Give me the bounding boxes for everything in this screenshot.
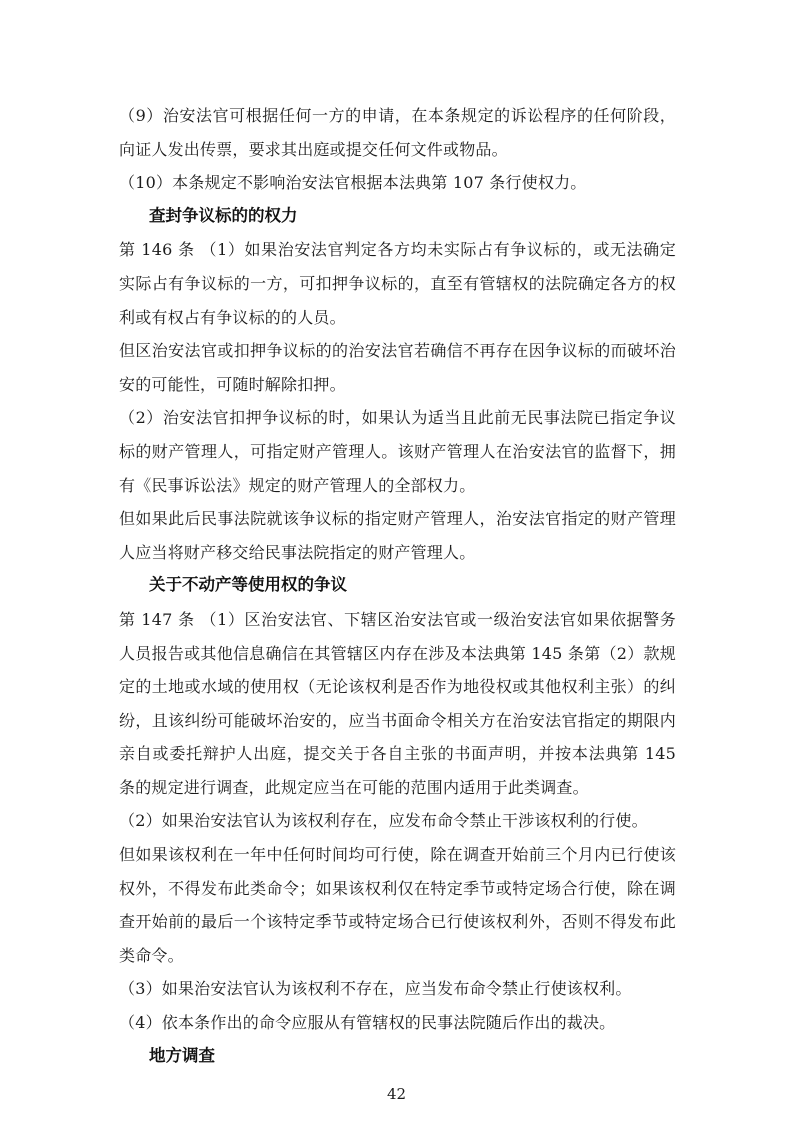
paragraph: （9）治安法官可根据任何一方的申请，在本条规定的诉讼程序的任何阶段，向证人发出传票，要求其出庭或提交任何文件或物品。 — [119, 106, 676, 159]
paragraph: 但如果此后民事法院就该争议标的指定财产管理人，治安法官指定的财产管理人应当将财产移交给民事法院指定的财产管理人。 — [119, 509, 676, 562]
section-heading: 查封争议标的的权力 — [149, 206, 298, 225]
paragraph: （3）如果治安法官认为该权利不存在，应当发布命令禁止行使该权利。 — [119, 979, 632, 999]
paragraph: （2）如果治安法官认为该权利存在，应发布命令禁止干涉该权利的行使。 — [119, 811, 648, 831]
paragraph: 但如果该权利在一年中任何时间均可行使，除在调查开始前三个月内已行使该权外，不得发布此类命令；如果该权利仅在特定季节或特定场合行使，除在调查开始前的最后一个该特定季节或特定场合已行使该权利外，否则不得发布此类命令。 — [119, 845, 676, 965]
paragraph: （10）本条规定不影响治安法官根据本法典第 107 条行使权力。 — [119, 173, 587, 193]
paragraph: 但区治安法官或扣押争议标的的治安法官若确信不再存在因争议标的而破坏治安的可能性，可随时解除扣押。 — [119, 341, 676, 394]
page-number: 42 — [386, 1085, 407, 1103]
paragraph: 第 146 条 （1）如果治安法官判定各方均未实际占有争议标的，或无法确定实际占有争议标的一方，可扣押争议标的，直至有管辖权的法院确定各方的权利或有权占有争议标的的人员。 — [119, 240, 676, 327]
document-body — [119, 99, 676, 1073]
section-heading: 关于不动产等使用权的争议 — [149, 576, 347, 595]
section-heading: 地方调查 — [149, 1046, 215, 1065]
paragraph: 第 147 条 （1）区治安法官、下辖区治安法官或一级治安法官如果依据警务人员报告或其他信息确信在其管辖区内存在涉及本法典第 145 条第（2）款规定的土地或水域的使用权（无论该权利是否作为地役权或其他权利主张）的纠纷，且该纠纷可能破坏治安的，应当书面命令相关方在治安法官指定的期限内亲自或委托辩护人出庭，提交关于各自主张的书面声明，并按本法典第 145 条的规定进行调查，此规定应当在可能的范围内适用于此类调查。 — [119, 609, 676, 797]
paragraph: （4）依本条作出的命令应服从有管辖权的民事法院随后作出的裁决。 — [119, 1013, 616, 1033]
paragraph: （2）治安法官扣押争议标的时，如果认为适当且此前无民事法院已指定争议标的财产管理人，可指定财产管理人。该财产管理人在治安法官的监督下，拥有《民事诉讼法》规定的财产管理人的全部权力。 — [119, 408, 676, 495]
